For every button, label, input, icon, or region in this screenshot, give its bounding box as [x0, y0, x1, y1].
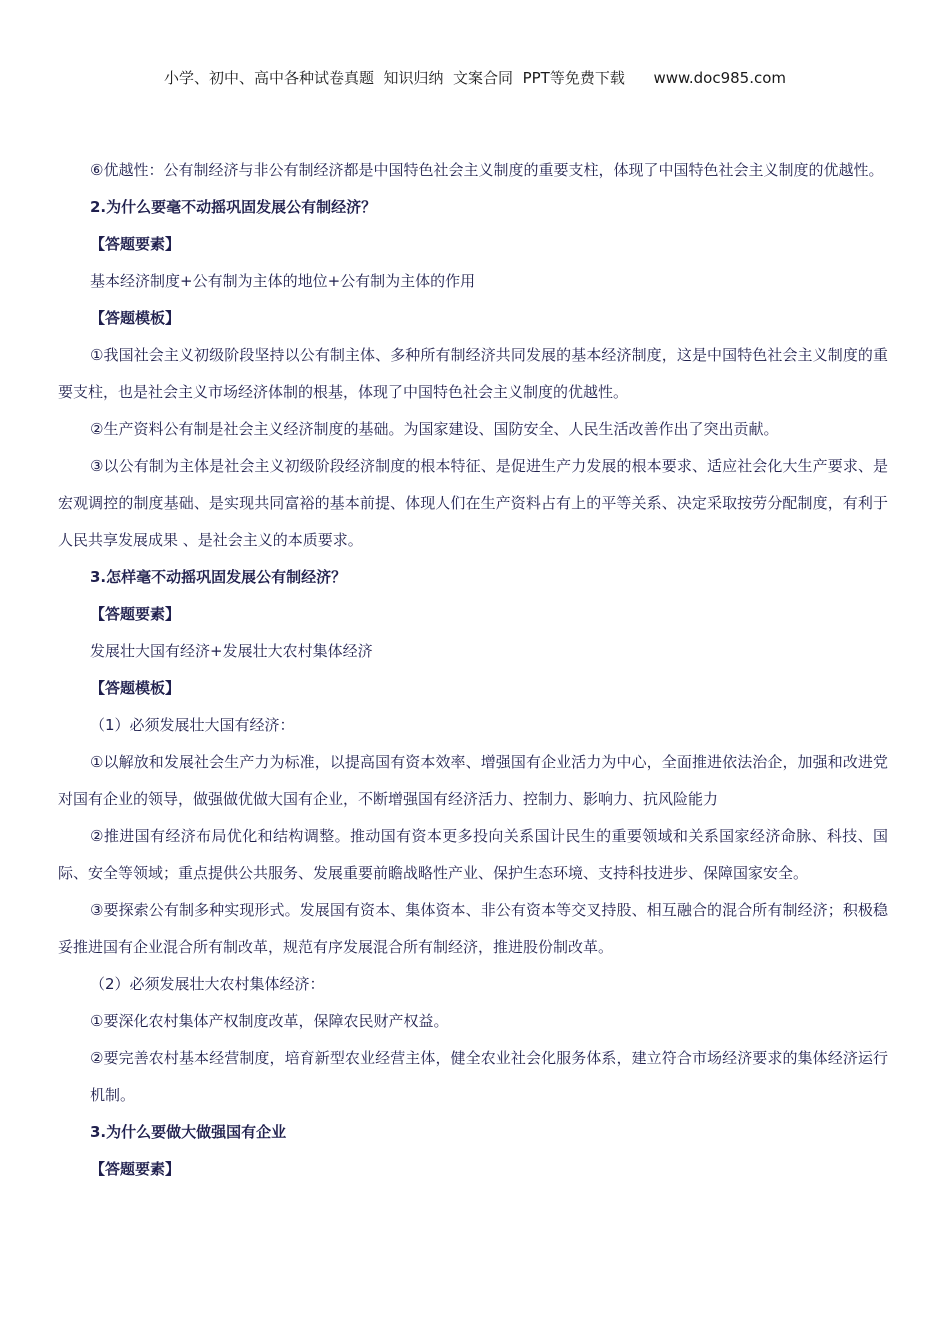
question-2-template-item-3: ③以公有制为主体是社会主义初级阶段经济制度的根本特征、是促进生产力发展的根本要求、适应社会化大生产要求、是宏观调控的制度基础、是实现共同富裕的基本前提、体现人们在生产资料占有上的平等关系、决定采取按劳分配制度，有利于人民共享发展成果 、是社会主义的本质要求。 [58, 457, 888, 549]
question-2-elements: 基本经济制度+公有制为主体的地位+公有制为主体的作用 [90, 272, 476, 290]
question-3-template-item-1: ①以解放和发展社会生产力为标准，以提高国有资本效率、增强国有企业活力为中心，全面推进依法治企，加强和改进党对国有企业的领导，做强做优做大国有企业，不断增强国有经济活力、控制力、影响力、抗风险能力 [58, 753, 888, 808]
question-4-elements-label: 【答题要素】 [90, 1160, 181, 1178]
document-body [58, 152, 888, 1188]
question-2-template-item-1: ①我国社会主义初级阶段坚持以公有制主体、多种所有制经济共同发展的基本经济制度，这是中国特色社会主义制度的重要支柱，也是社会主义市场经济体制的根基，体现了中国特色社会主义制度的优越性。 [58, 346, 888, 401]
paragraph-superiority: ⑥优越性：公有制经济与非公有制经济都是中国特色社会主义制度的重要支柱，体现了中国特色社会主义制度的优越性。 [90, 161, 884, 179]
question-4-title: 3.为什么要做大做强国有企业 [90, 1123, 287, 1141]
page-header: 小学、初中、高中各种试卷真题 知识归纳 文案合同 PPT等免费下载 www.doc985.com [163, 69, 787, 87]
question-3-template-label: 【答题模板】 [90, 679, 181, 697]
question-3-template-item-5: ②要完善农村基本经营制度，培育新型农业经营主体，健全农业社会化服务体系，建立符合市场经济要求的集体经济运行机制。 [90, 1049, 888, 1104]
question-3-template-item-2: ②推进国有经济布局优化和结构调整。推动国有资本更多投向关系国计民生的重要领域和关系国家经济命脉、科技、国际、安全等领域；重点提供公共服务、发展重要前瞻战略性产业、保护生态环境、支持科技进步、保障国家安全。 [58, 827, 888, 882]
question-3-template-item-4: ①要深化农村集体产权制度改革，保障农民财产权益。 [90, 1012, 449, 1030]
question-2-title: 2.为什么要毫不动摇巩固发展公有制经济？ [90, 198, 377, 216]
question-3-subheading-1: （1）必须发展壮大国有经济： [90, 716, 295, 734]
question-3-elements-label: 【答题要素】 [90, 605, 181, 623]
question-2-elements-label: 【答题要素】 [90, 235, 181, 253]
question-3-template-item-3: ③要探索公有制多种实现形式。发展国有资本、集体资本、非公有资本等交叉持股、相互融合的混合所有制经济；积极稳妥推进国有企业混合所有制改革，规范有序发展混合所有制经济，推进股份制改革。 [58, 901, 888, 956]
question-2-template-label: 【答题模板】 [90, 309, 181, 327]
question-2-template-item-2: ②生产资料公有制是社会主义经济制度的基础。为国家建设、国防安全、人民生活改善作出了突出贡献。 [90, 420, 779, 438]
question-3-title: 3.怎样毫不动摇巩固发展公有制经济？ [90, 568, 347, 586]
question-3-elements: 发展壮大国有经济+发展壮大农村集体经济 [90, 642, 373, 660]
question-3-subheading-2: （2）必须发展壮大农村集体经济： [90, 975, 325, 993]
